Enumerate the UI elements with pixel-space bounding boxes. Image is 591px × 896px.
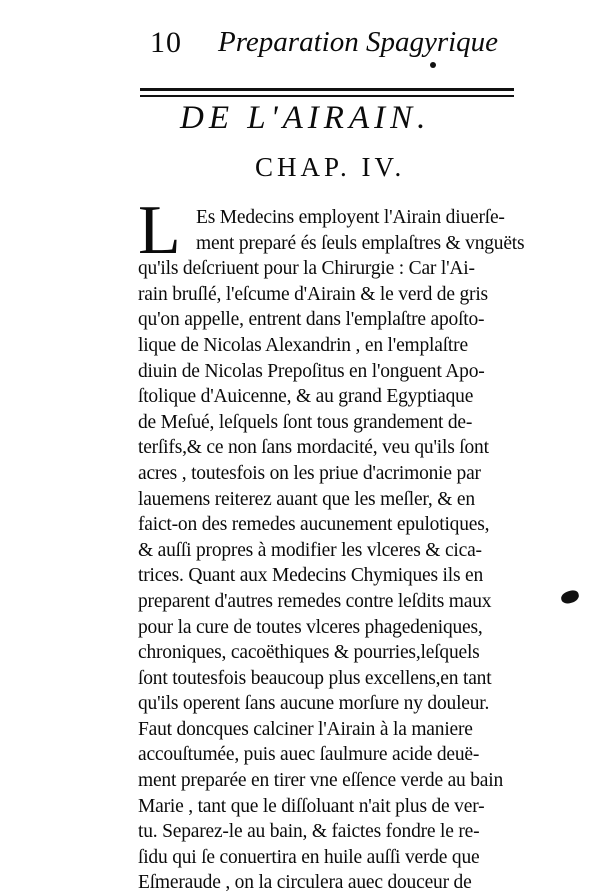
text-line: acres , toutesfois on les priue d'acrimonie par [138,462,481,484]
header-rule-top [140,88,514,91]
text-line: chroniques, cacoëthiques & pourries,leſquels [138,642,480,664]
text-line: Eſmeraude , on la circulera auec douceur de [138,872,472,894]
page-header [0,22,591,62]
text-line: faict-on des remedes aucunement epulotiques, [138,514,490,536]
drop-cap: L [138,192,181,269]
text-line: & auſſi propres à modifier les vlceres & cica- [138,539,482,561]
text-line: ment preparé és ſeuls emplaſtres & vnguëts [196,232,525,254]
text-line: trices. Quant aux Medecins Chymiques ils en [138,565,484,587]
text-line: ſidu qui ſe conuertira en huile auſſi verde que [138,846,480,868]
text-line: lique de Nicolas Alexandrin , en l'emplaſtre [138,334,468,356]
running-title: Preparation Spagyrique [218,26,499,58]
text-line: ment preparée en tirer vne eſſence verde au bain [138,770,504,792]
text-line: tu. Separez-le au bain, & faictes fondre le re- [138,821,480,843]
text-line: Faut doncques calciner l'Airain à la maniere [138,718,473,740]
text-line: Es Medecins employent l'Airain diuerſe- [196,207,505,228]
text-line: ſont toutesfois beaucoup plus excellens,en tant [138,667,492,689]
text-line: Marie , tant que le diſſoluant n'ait plus de ver- [138,795,485,817]
body-text [138,205,538,896]
ink-blot [560,589,580,605]
text-line: de Meſué, leſquels ſont tous grandement de- [138,411,473,433]
header-rule-bottom [140,95,514,97]
text-line: qu'ils operent ſans aucune morſure ny douleur. [138,693,490,715]
text-line: diuin de Nicolas Prepoſitus en l'onguent Apo- [138,360,485,382]
section-title: DE L'AIRAIN. [180,100,431,136]
text-line: ſtolique d'Auicenne, & au grand Egyptiaque [138,386,474,408]
text-line: qu'ils deſcriuent pour la Chirurgie : Car l'Ai- [138,258,475,280]
text-line: pour la cure de toutes vlceres phagedeniques, [138,616,483,638]
chapter-title: CHAP. IV. [255,152,406,182]
text-line: accouſtumée, puis auec ſaulmure acide deuë- [138,744,480,766]
text-line: qu'on appelle, entrent dans l'emplaſtre apoſto- [138,309,485,331]
text-line: lauemens reiterez auant que les meſler, & en [138,488,475,510]
text-line: rain bruſlé, l'eſcume d'Airain & le verd de gris [138,283,488,305]
text-line: terſifs,& ce non ſans mordacité, veu qu'ils ſont [138,437,489,459]
page-number: 10 [150,26,182,59]
header-ornament [430,62,436,68]
text-line: preparent d'autres remedes contre leſdits maux [138,590,492,612]
